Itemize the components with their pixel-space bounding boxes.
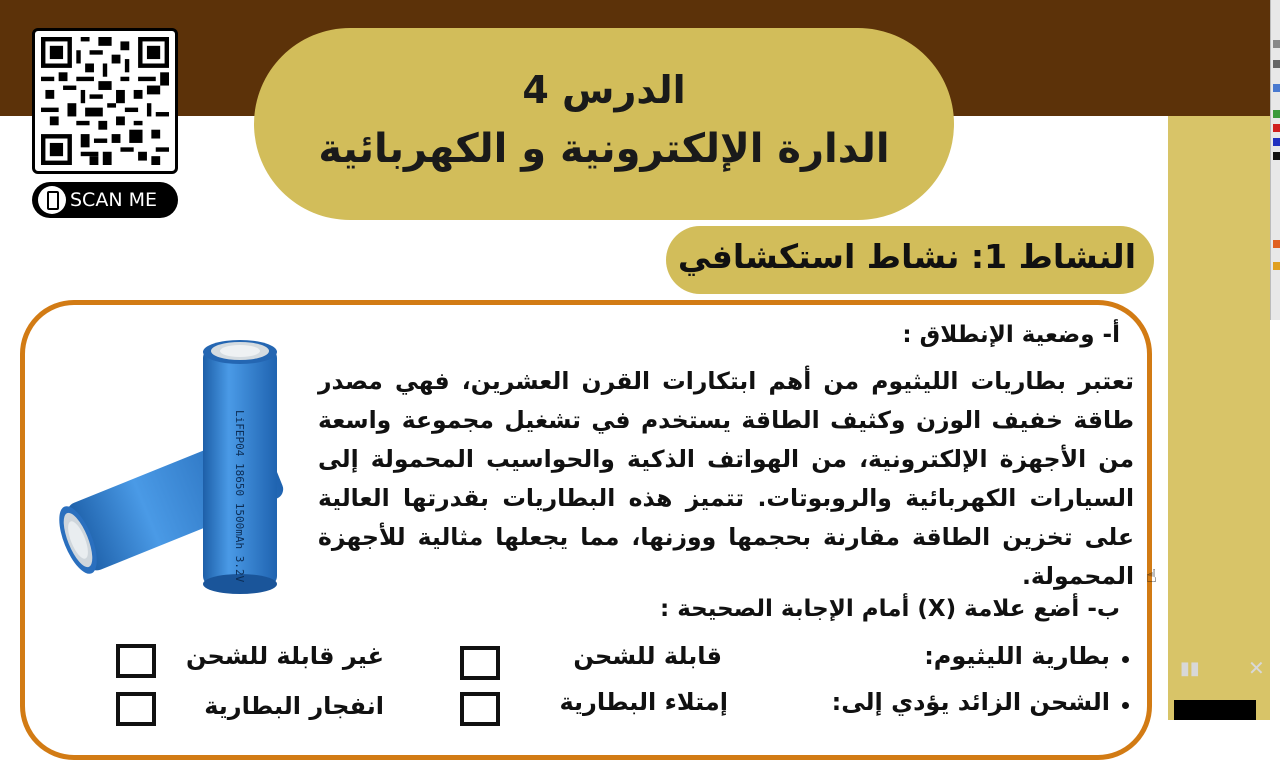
section-a-heading: أ- وضعية الإنطلاق : bbox=[902, 322, 1120, 348]
section-b-heading: ب- أضع علامة (X) أمام الإجابة الصحيحة : bbox=[660, 596, 1120, 622]
hand-cursor-icon: ☝ bbox=[1146, 566, 1157, 587]
scan-me-label: SCAN ME bbox=[70, 189, 157, 211]
close-icon[interactable]: ✕ bbox=[1248, 656, 1265, 680]
section-a-paragraph: تعتبر بطاريات الليثيوم من أهم ابتكارات القرن العشرين، فهي مصدر طاقة خفيف الوزن وكثيف الطاقة يستخدم في تشغيل مجموعة واسعة من الأجهزة الإلكترونية، من الهواتف الذكية والحواسيب المحمولة إلى السيارات الكهربائية والروبوتات. تتميز هذه البطاريات بقدرتها العالية على تخزين الطاقة مقارنة بحجمها ووزنها، مما يجعلها مثالية للأجهزة المحمولة. bbox=[318, 367, 1134, 590]
pause-icon[interactable]: ▮▮ bbox=[1180, 658, 1200, 679]
toolbar-tool[interactable] bbox=[1273, 240, 1280, 248]
question-2-option-1-checkbox[interactable] bbox=[460, 692, 500, 726]
toolbar-tool[interactable] bbox=[1273, 152, 1280, 160]
question-2-option-2: انفجار البطارية bbox=[204, 692, 384, 720]
question-2-option-1: إمتلاء البطارية bbox=[559, 688, 728, 716]
phone-icon bbox=[38, 186, 66, 214]
battery-label: LiFEP04 18650 1500mAh 3.2V bbox=[233, 410, 246, 583]
qr-code[interactable] bbox=[32, 28, 178, 174]
lesson-number: الدرس 4 bbox=[522, 68, 686, 112]
toolbar-tool[interactable] bbox=[1273, 60, 1280, 68]
question-1-option-2-checkbox[interactable] bbox=[116, 644, 156, 678]
toolbar-tool[interactable] bbox=[1273, 40, 1280, 48]
bullet bbox=[1122, 702, 1129, 709]
right-decorative-strip bbox=[1168, 116, 1270, 720]
toolbar-tool[interactable] bbox=[1273, 124, 1280, 132]
activity-title: النشاط 1: نشاط استكشافي bbox=[666, 226, 1154, 294]
scan-me-badge[interactable] bbox=[32, 182, 178, 218]
question-2-option-2-checkbox[interactable] bbox=[116, 692, 156, 726]
overlay-black-block bbox=[1174, 700, 1256, 720]
toolbar-tool[interactable] bbox=[1273, 262, 1280, 270]
qr-code-graphic bbox=[41, 37, 169, 165]
toolbar-tool[interactable] bbox=[1273, 138, 1280, 146]
battery-image bbox=[58, 330, 298, 600]
question-2-label: الشحن الزائد يؤدي إلى: bbox=[831, 688, 1110, 716]
question-1-option-2: غير قابلة للشحن bbox=[185, 642, 384, 670]
lesson-title: الدارة الإلكترونية و الكهربائية bbox=[318, 126, 890, 172]
lesson-title-pill bbox=[254, 28, 954, 220]
side-toolbar[interactable] bbox=[1270, 0, 1280, 320]
question-1-option-1-checkbox[interactable] bbox=[460, 646, 500, 680]
toolbar-tool[interactable] bbox=[1273, 110, 1280, 118]
toolbar-tool[interactable] bbox=[1273, 84, 1280, 92]
question-1-label: بطارية الليثيوم: bbox=[924, 642, 1110, 670]
question-1-option-1: قابلة للشحن bbox=[573, 642, 722, 670]
